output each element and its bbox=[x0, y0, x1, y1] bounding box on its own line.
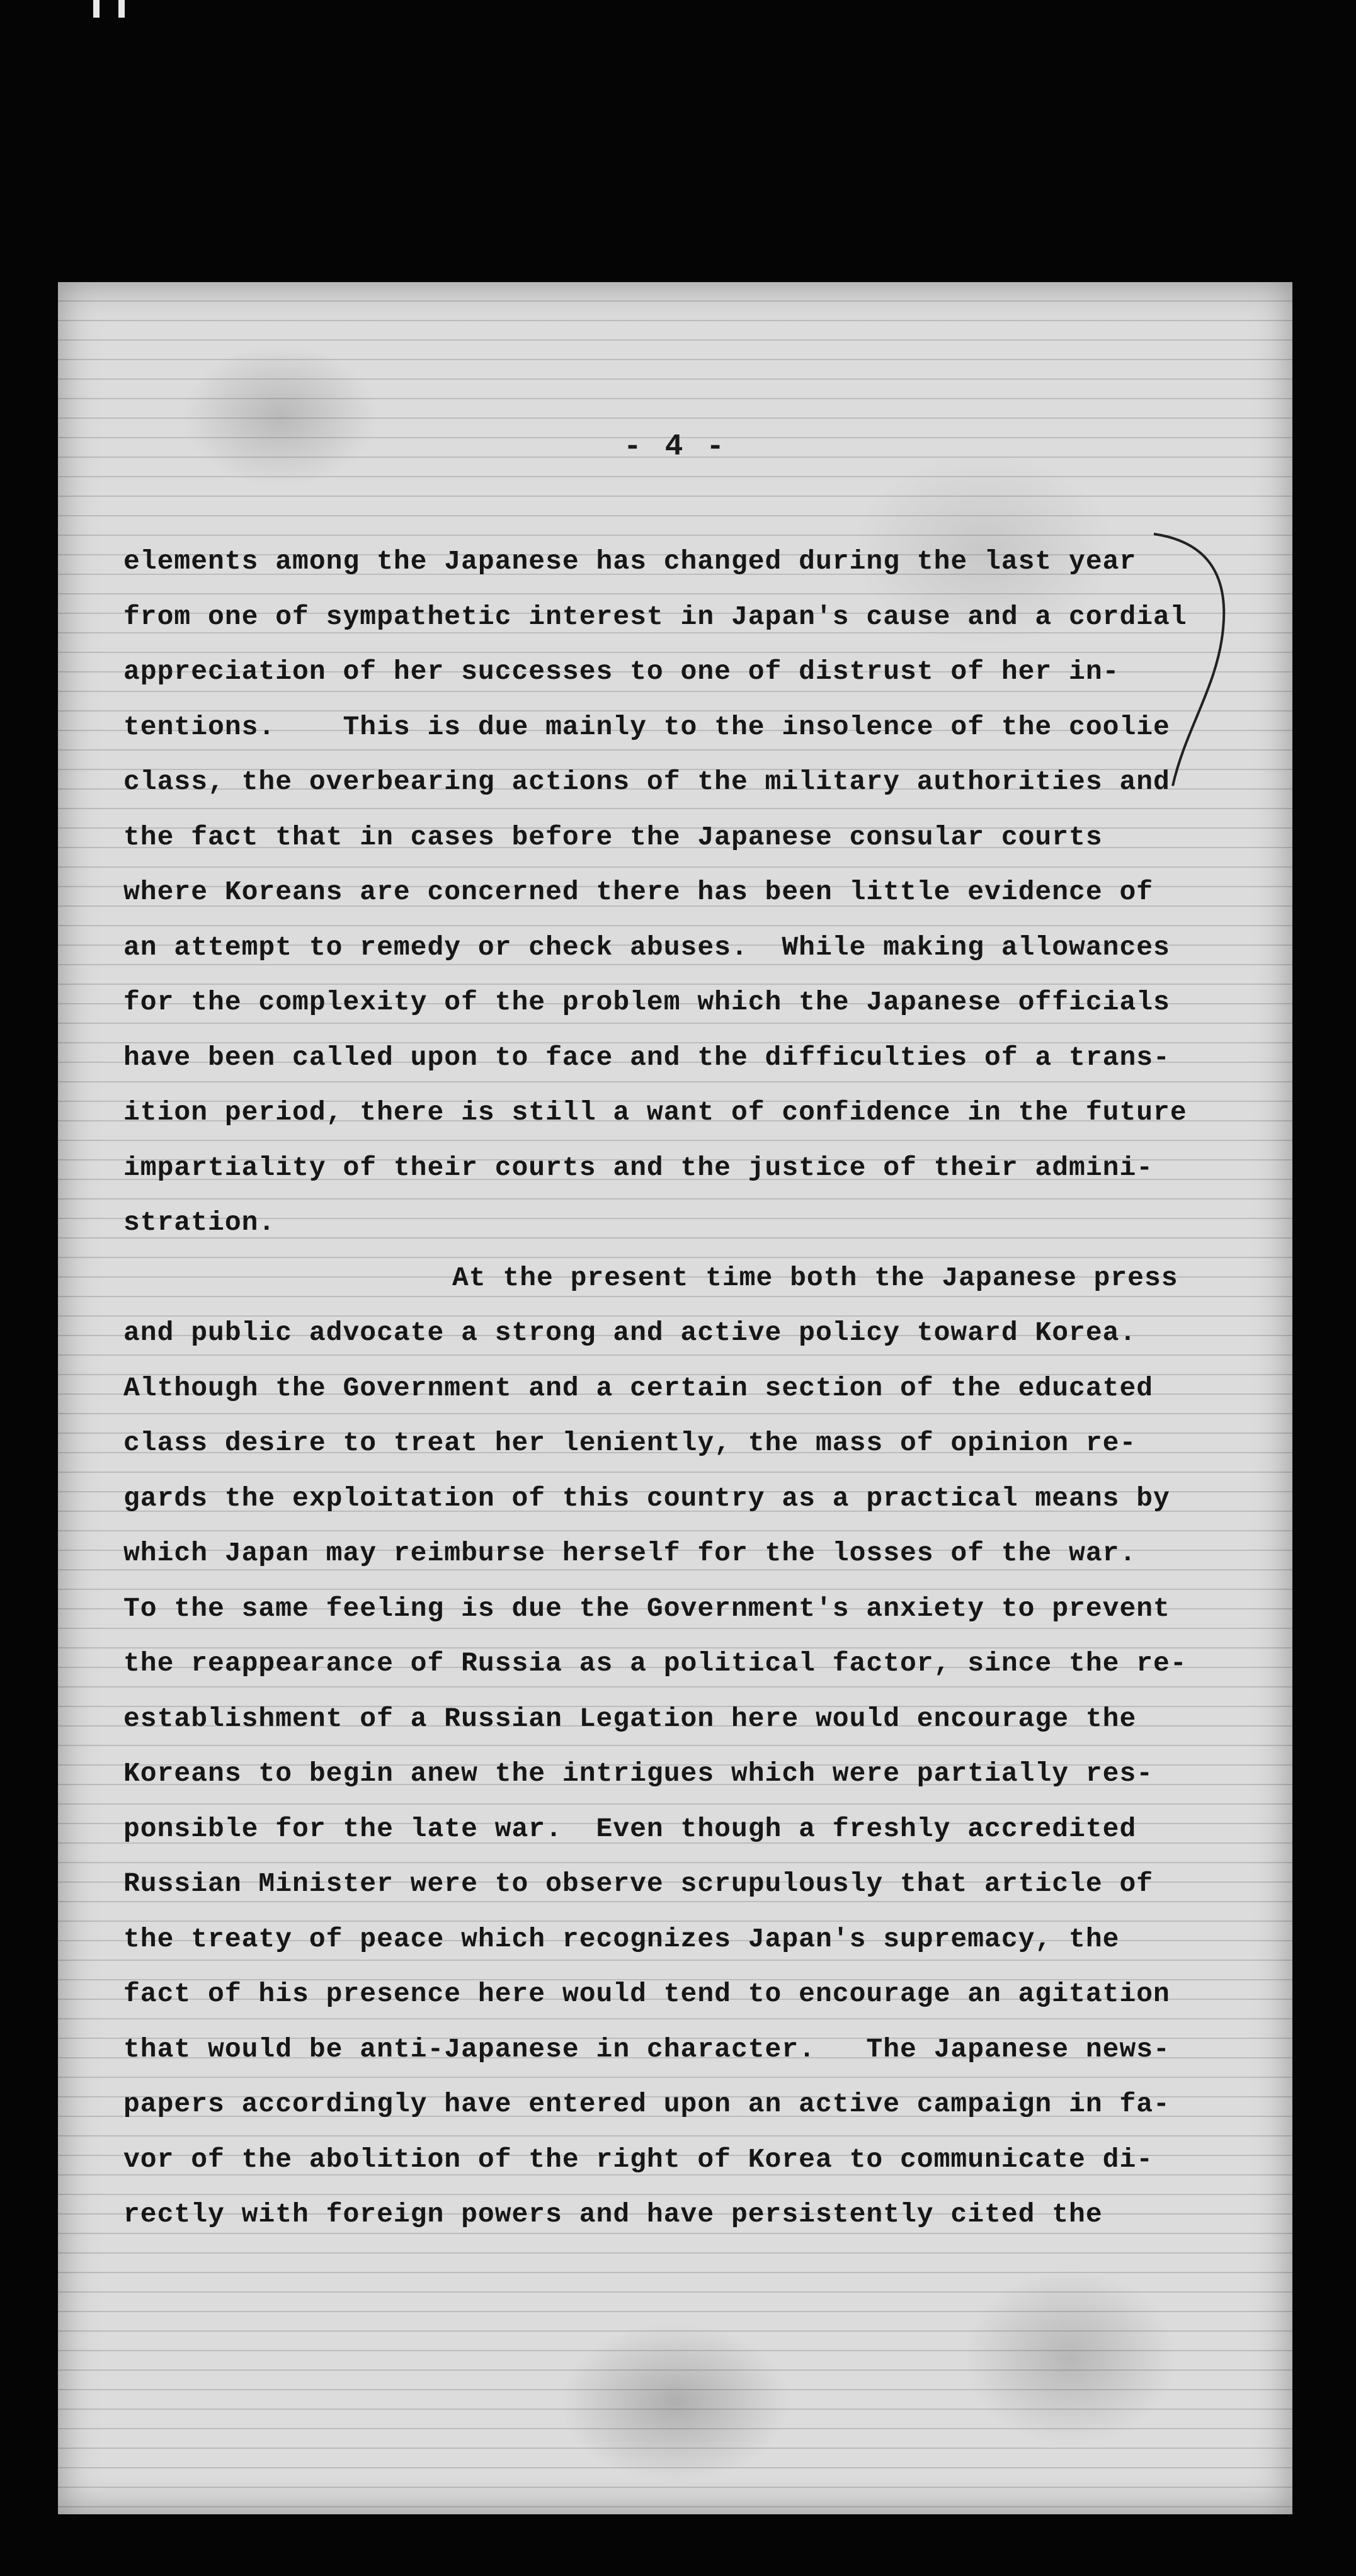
text-line: that would be anti-Japanese in character. The Japanese news- bbox=[123, 2033, 1170, 2065]
text-line: stration. bbox=[123, 1207, 276, 1238]
text-line: Koreans to begin anew the intrigues which were partially res- bbox=[123, 1758, 1154, 1789]
page-number: - 4 - bbox=[623, 430, 727, 464]
text-line: ition period, there is still a want of confidence in the future bbox=[123, 1097, 1187, 1128]
text-line: from one of sympathetic interest in Japan's cause and a cordial bbox=[123, 601, 1187, 632]
text-line: for the complexity of the problem which the Japanese officials bbox=[123, 987, 1170, 1018]
text-line: class desire to treat her leniently, the mass of opinion re- bbox=[123, 1427, 1137, 1458]
text-line: the reappearance of Russia as a political factor, since the re- bbox=[123, 1648, 1187, 1679]
text-line: which Japan may reimburse herself for the losses of the war. bbox=[123, 1538, 1137, 1569]
text-line: Russian Minister were to observe scrupulously that article of bbox=[123, 1868, 1154, 1899]
text-line: an attempt to remedy or check abuses. While making allowances bbox=[123, 931, 1170, 963]
text-line: To the same feeling is due the Government's anxiety to prevent bbox=[123, 1592, 1170, 1624]
text-line: and public advocate a strong and active policy toward Korea. bbox=[123, 1317, 1137, 1348]
text-line: Although the Government and a certain section of the educated bbox=[123, 1372, 1154, 1404]
text-line: the fact that in cases before the Japanese consular courts bbox=[123, 821, 1103, 853]
text-line: papers accordingly have entered upon an active campaign in fa- bbox=[123, 2089, 1170, 2119]
text-line: the treaty of peace which recognizes Japan's supremacy, the bbox=[123, 1923, 1120, 1955]
text-line: vor of the abolition of the right of Korea to communicate di- bbox=[123, 2143, 1154, 2175]
film-edge-mark bbox=[118, 0, 125, 18]
text-line: ponsible for the late war. Even though a freshly accredited bbox=[123, 1813, 1137, 1844]
body-text bbox=[123, 534, 1257, 2242]
text-line: fact of his presence here would tend to encourage an agitation bbox=[123, 1978, 1170, 2009]
text-line: appreciation of her successes to one of distrust of her in- bbox=[123, 656, 1120, 687]
text-line: gards the exploitation of this country as a practical means by bbox=[123, 1482, 1170, 1514]
text-line: rectly with foreign powers and have persistently cited the bbox=[123, 2199, 1103, 2230]
text-line: elements among the Japanese has changed during the last year bbox=[123, 546, 1137, 577]
text-line: where Koreans are concerned there has been little evidence of bbox=[123, 877, 1154, 907]
text-line: establishment of a Russian Legation here would encourage the bbox=[123, 1703, 1137, 1734]
film-edge-mark bbox=[93, 0, 100, 18]
text-line: have been called upon to face and the difficulties of a trans- bbox=[123, 1041, 1170, 1073]
text-line: tentions. This is due mainly to the insolence of the coolie bbox=[123, 711, 1170, 742]
text-line: class, the overbearing actions of the military authorities and bbox=[123, 766, 1170, 797]
text-line: At the present time both the Japanese press bbox=[452, 1262, 1178, 1293]
document-page bbox=[58, 282, 1292, 2514]
text-line: impartiality of their courts and the justice of their admini- bbox=[123, 1152, 1154, 1183]
